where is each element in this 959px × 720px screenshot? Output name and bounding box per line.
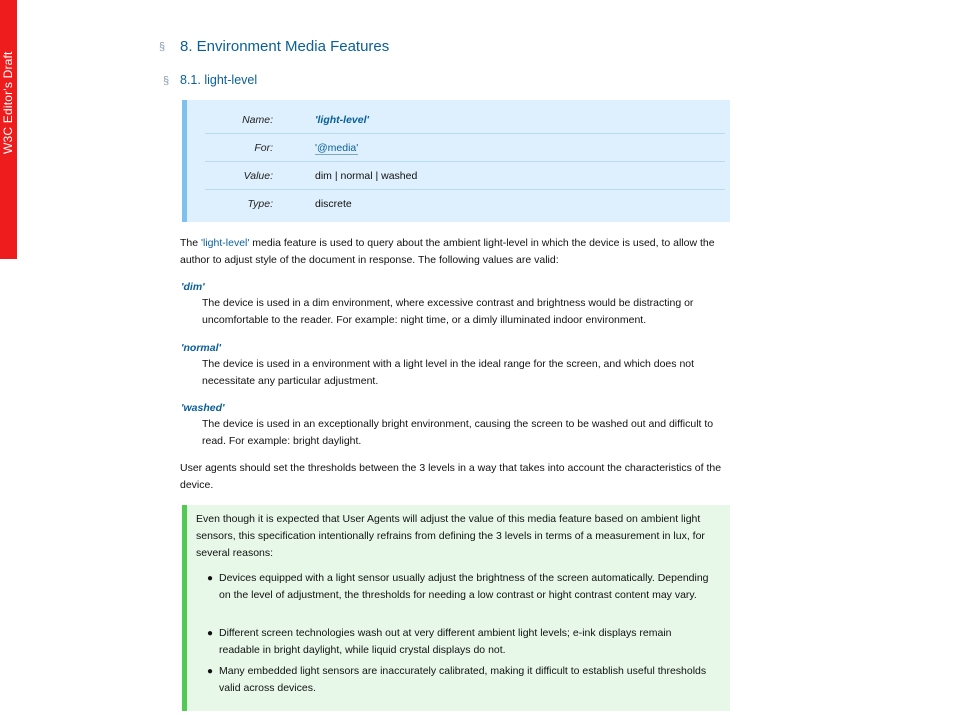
definition-table — [182, 100, 730, 222]
def-label: For: — [254, 142, 273, 154]
value-term-dim[interactable]: 'dim' — [181, 281, 205, 293]
subsection-heading: 8.1. light-level — [180, 73, 258, 87]
note-bullet-text: Different screen technologies wash out at very different ambient light levels; e-ink displays remain readable in bright daylight, while liquid crystal displays do not. — [219, 627, 672, 656]
section-anchor-icon[interactable]: § — [159, 41, 166, 53]
value-term-normal[interactable]: 'normal' — [181, 342, 222, 354]
subsection-anchor-icon[interactable]: § — [163, 75, 170, 87]
bullet-icon: ● — [207, 666, 214, 677]
def-row-for — [205, 134, 725, 162]
note-bullet-text: Devices equipped with a light sensor usually adjust the brightness of the screen automatically. Depending on the level of adjustment, the thresholds for needing a low contrast or hight contrast content may vary. — [219, 572, 709, 601]
intro-text-before: The — [180, 237, 202, 249]
value-term-washed[interactable]: 'washed' — [181, 402, 225, 414]
def-label: Name: — [242, 114, 273, 126]
note-bullet-item — [207, 625, 714, 659]
note-bullet-item — [207, 570, 714, 604]
intro-text-after: media feature is used to query about the ambient light-level in which the device is used, to allow the author to adjust style of the document in response. The following values are valid: — [180, 237, 715, 266]
note-bullet-item — [207, 663, 714, 697]
def-value: discrete — [315, 198, 352, 210]
def-value-name[interactable]: 'light-level' — [315, 114, 370, 126]
bullet-icon: ● — [207, 628, 214, 639]
def-row-value — [205, 162, 725, 190]
light-level-link[interactable]: 'light-level' — [201, 237, 250, 249]
note-text: Even though it is expected that User Agents will adjust the value of this media feature based on ambient light sensors, this specification intentionally refrains from defining the 3 levels in terms of a measurement in lux, for several reasons: — [196, 513, 705, 559]
value-desc-washed: The device is used in an exceptionally bright environment, causing the screen to be washed out and difficult to read. For example: bright daylight. — [202, 418, 714, 447]
bullet-icon: ● — [207, 573, 214, 584]
intro-paragraph — [180, 235, 728, 269]
value-desc-normal: The device is used in a environment with a light level in the ideal range for the screen, and which does not necessitate any particular adjustment. — [202, 358, 695, 387]
w3c-editors-draft-banner — [0, 0, 17, 259]
def-label: Value: — [243, 170, 273, 182]
note-box — [182, 505, 730, 711]
def-value: dim | normal | washed — [315, 170, 418, 182]
def-row-name — [205, 106, 725, 134]
note-bullet-text: Many embedded light sensors are inaccurately calibrated, making it difficult to establish useful thresholds valid across devices. — [219, 665, 707, 694]
value-desc-dim: The device is used in a dim environment, where excessive contrast and brightness would be distracting or uncomfortable to the reader. For example: night time, or a dimly illuminated indoor environment. — [202, 297, 694, 326]
thresholds-paragraph: User agents should set the thresholds between the 3 levels in a way that takes into account the characteristics of the device. — [180, 462, 722, 491]
def-label: Type: — [247, 198, 273, 210]
section-heading: 8. Environment Media Features — [180, 38, 390, 55]
media-rule-link[interactable]: '@media' — [315, 142, 359, 154]
banner-label: W3C Editor's Draft — [1, 51, 15, 154]
def-row-type — [205, 190, 725, 218]
